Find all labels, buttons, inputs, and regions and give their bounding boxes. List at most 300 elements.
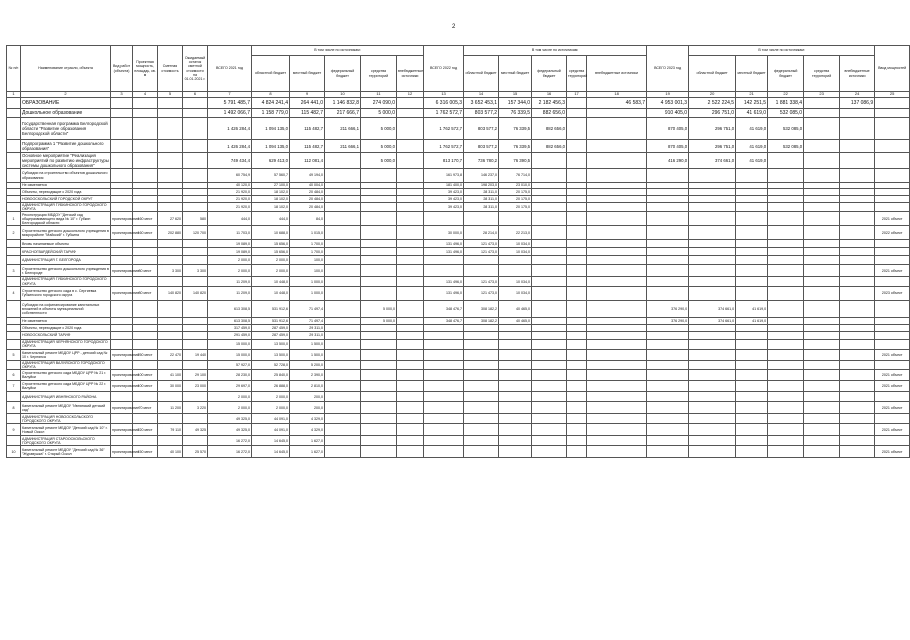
table-cell [361,277,397,286]
table-cell [647,286,689,300]
table-cell [133,256,158,265]
table-cell [768,339,804,349]
table-cell [499,414,532,424]
table-cell [804,370,840,381]
table-cell: 870 405,0 [647,118,689,140]
col-header-federal: федеральный бюджет [325,56,361,92]
table-cell [840,436,875,446]
table-cell: проектирование [111,381,133,392]
col-header-total-2022: ВСЕГО 2022 год [424,46,464,92]
table-cell [464,339,499,349]
table-cell [647,265,689,277]
table-cell [424,256,464,265]
table-cell [464,331,499,339]
row-number-cell [7,339,21,349]
table-cell [464,349,499,360]
row-name-cell: АДМИНИСТРАЦИЯ ВАЛУЙСКОГО ГОРОДСКОГО ОКРУГА [21,360,111,369]
table-cell [158,189,183,196]
table-cell [840,212,875,226]
table-cell: 296 751,0 [689,109,736,118]
table-cell [361,265,397,277]
table-cell: 1 146 832,8 [325,98,361,109]
table-cell: 348 476,7 [424,317,464,324]
table-cell: 2 000,0 [252,402,290,414]
table-cell [532,286,567,300]
table-row [7,414,910,424]
table-cell: 1 094 135,0 [252,140,290,153]
table-cell [183,360,208,369]
table-cell [736,169,768,183]
table-cell [499,370,532,381]
row-name-cell: Не изменяется [21,183,111,189]
col-header-extrabudget: внебюджетные источники [840,56,875,92]
row-name-cell: Строительство детского сада МБДОУ ЦРР № 21 г. Валуйки [21,370,111,381]
table-cell [587,118,647,140]
table-cell [736,240,768,248]
table-cell: 15 000,0 [208,349,252,360]
table-cell [587,248,647,256]
table-cell: 1 881 338,4 [768,98,804,109]
table-cell [768,256,804,265]
table-cell: 10 034,0 [499,277,532,286]
table-cell [736,392,768,402]
table-row [7,370,910,381]
table-cell [875,339,910,349]
table-cell: 52 728,0 [252,360,290,369]
table-cell [325,300,361,317]
row-number-cell [7,169,21,183]
table-cell: 76 339,5 [499,118,532,140]
table-cell [567,392,587,402]
row-number-cell [7,203,21,212]
table-cell [804,248,840,256]
table-cell: 10 034,0 [499,248,532,256]
table-cell [804,109,840,118]
table-cell [804,381,840,392]
table-cell: 1 500,0 [290,339,325,349]
table-cell: 76 339,5 [499,109,532,118]
table-cell [499,424,532,436]
table-cell: 296 751,0 [689,140,736,153]
table-cell [183,300,208,317]
table-cell [587,189,647,196]
table-cell [587,153,647,169]
table-cell: 2021 объект [875,402,910,414]
table-cell [424,392,464,402]
table-cell [361,414,397,424]
table-cell [532,256,567,265]
table-cell: 29 697,0 [208,381,252,392]
table-cell: 21 920,0 [208,189,252,196]
table-cell [133,436,158,446]
table-cell: 882 656,0 [532,140,567,153]
table-cell [111,98,133,109]
table-header [7,46,910,98]
row-name-cell: Капитальный ремонт МБДОУ ЦРР - детский сад № 10 г. Чернянка [21,349,111,360]
table-cell [736,414,768,424]
table-cell [647,256,689,265]
table-cell [464,265,499,277]
table-cell: 15 656,0 [252,240,290,248]
table-row [7,436,910,446]
table-cell [587,360,647,369]
table-cell [840,414,875,424]
table-row [7,226,910,240]
table-cell [768,300,804,317]
row-number-cell [7,153,21,169]
table-cell [397,360,424,369]
table-cell: 287 459,0 [252,331,290,339]
table-cell [183,339,208,349]
col-header-regional: областной бюджет [252,56,290,92]
table-cell [424,212,464,226]
table-cell [499,381,532,392]
table-row [7,109,910,118]
table-cell: 202 880 [158,226,183,240]
table-cell [768,226,804,240]
table-cell [567,240,587,248]
table-cell: 291 459,0 [208,331,252,339]
table-cell [567,203,587,212]
table-cell [567,424,587,436]
table-cell: 2 000,0 [252,256,290,265]
table-cell [875,317,910,324]
table-cell [464,414,499,424]
row-number-cell [7,140,21,153]
table-cell [736,324,768,331]
table-cell [183,140,208,153]
table-cell [499,212,532,226]
table-cell [804,212,840,226]
table-cell [133,240,158,248]
row-name-cell: Вновь начинаемые объекты [21,240,111,248]
col-header-regional: областной бюджет [689,56,736,92]
table-cell [567,189,587,196]
column-number-cell: 10 [325,92,361,98]
table-cell [325,189,361,196]
table-cell [397,436,424,446]
table-cell: 3 652 453,1 [464,98,499,109]
table-cell [567,300,587,317]
table-cell: 2021 объект [875,349,910,360]
table-cell: 20 175,0 [499,196,532,203]
table-cell [361,226,397,240]
table-cell: 16 272,0 [208,446,252,458]
table-cell: 376 290,0 [647,300,689,317]
table-cell [325,414,361,424]
row-name-cell: АДМИНИСТРАЦИЯ ЧЕРНЯНСКОГО ГОРОДСКОГО ОКРУГА [21,339,111,349]
table-cell: 39 423,0 [424,203,464,212]
table-cell [111,118,133,140]
table-cell [736,370,768,381]
column-number-cell: 19 [647,92,689,98]
table-cell: 274 090,0 [361,98,397,109]
table-cell [736,277,768,286]
table-cell [499,349,532,360]
table-cell [768,370,804,381]
table-cell [361,256,397,265]
table-cell [587,226,647,240]
table-cell [804,324,840,331]
table-cell [840,240,875,248]
table-cell [587,424,647,436]
table-cell [532,189,567,196]
table-cell [397,317,424,324]
table-cell [133,339,158,349]
row-name-cell: Государственная программа Белгородской области "Развитие образования Белгородской области" [21,118,111,140]
table-cell: 1 015,0 [290,226,325,240]
table-cell [532,436,567,446]
table-cell [736,265,768,277]
table-cell [532,331,567,339]
table-cell: 5 000,0 [361,109,397,118]
col-group-2022: В том числе по источникам: [464,46,647,56]
table-cell: 2 810,0 [290,381,325,392]
table-cell [397,339,424,349]
table-cell: 2 000,0 [208,392,252,402]
table-cell [361,331,397,339]
table-cell [567,436,587,446]
table-cell [397,414,424,424]
table-cell: 30 000 [158,381,183,392]
table-cell: 444,0 [252,212,290,226]
table-cell: 28 230,0 [208,370,252,381]
table-cell [840,392,875,402]
col-header-federal: федеральный бюджет [532,56,567,92]
table-cell: 803 577,2 [464,109,499,118]
table-cell: 71 497,4 [290,317,325,324]
table-cell: 5 000,0 [361,118,397,140]
table-cell [840,265,875,277]
table-cell [875,277,910,286]
table-cell [397,370,424,381]
table-cell: 19 089,0 [208,248,252,256]
table-cell: 131 496,0 [424,248,464,256]
table-cell [158,109,183,118]
table-cell: 2021 объект [875,212,910,226]
table-cell [325,265,361,277]
row-name-cell: Субсидии на софинансирование капитальных вложений в объекты муниципальной собственности [21,300,111,317]
table-cell [325,360,361,369]
row-number-cell [7,360,21,369]
table-cell [587,349,647,360]
table-cell [736,424,768,436]
table-row [7,140,910,153]
table-cell [804,317,840,324]
table-cell: 813 170,7 [424,153,464,169]
table-cell: 100,0 [290,256,325,265]
table-cell [183,414,208,424]
row-number-cell [7,256,21,265]
table-cell [532,203,567,212]
table-cell: 76 390,5 [499,153,532,169]
column-number-cell: 12 [397,92,424,98]
table-cell [804,153,840,169]
table-cell [158,98,183,109]
table-cell [875,248,910,256]
table-cell: 140 820 [158,286,183,300]
column-number-cell: 9 [290,92,325,98]
table-cell: 157 344,0 [499,98,532,109]
table-cell [133,189,158,196]
table-cell [361,324,397,331]
table-cell [532,317,567,324]
table-cell [840,360,875,369]
table-cell: 613 308,5 [208,300,252,317]
table-row [7,349,910,360]
row-number-cell: 1 [7,212,21,226]
page-number: 2 [452,24,456,30]
row-name-cell: Подпрограмма 1 "Развитие дошкольного образования" [21,140,111,153]
table-cell [158,118,183,140]
col-header-number: № п/п [7,46,21,92]
table-cell [397,277,424,286]
table-row [7,277,910,286]
table-cell [397,169,424,183]
row-name-cell: ОБРАЗОВАНИЕ [21,98,111,109]
table-cell [804,392,840,402]
table-cell [325,317,361,324]
table-cell [689,402,736,414]
table-cell [647,277,689,286]
table-cell [689,226,736,240]
table-cell [840,446,875,458]
table-cell [183,189,208,196]
table-cell: 22 470 [158,349,183,360]
col-header-federal: федеральный бюджет [768,56,804,92]
table-cell [804,169,840,183]
table-row [7,153,910,169]
table-cell [804,446,840,458]
table-cell [840,424,875,436]
table-cell [532,414,567,424]
row-name-cell: Строительство детского сада в с. Сергиевка Губкинского городского округа [21,286,111,300]
table-cell [183,169,208,183]
row-number-cell [7,248,21,256]
table-cell [768,424,804,436]
col-header-total-2021: ВСЕГО 2021 год [208,46,252,92]
table-cell [183,153,208,169]
table-cell [325,286,361,300]
table-cell: 131 496,0 [424,240,464,248]
table-cell [647,349,689,360]
table-cell: 1 426 284,4 [208,118,252,140]
table-cell [587,286,647,300]
column-number-cell: 11 [361,92,397,98]
table-cell: 444,0 [208,212,252,226]
table-cell: 910 405,0 [647,109,689,118]
table-cell: 27 100,0 [252,183,290,189]
table-cell: 112 081,4 [290,153,325,169]
table-cell [804,140,840,153]
table-cell [647,392,689,402]
table-cell [158,331,183,339]
table-cell [689,339,736,349]
table-row [7,98,910,109]
row-number-cell [7,196,21,203]
table-cell: 27 620 [158,212,183,226]
table-cell: 44 091,0 [252,414,290,424]
table-cell [325,256,361,265]
table-cell [361,381,397,392]
table-row [7,446,910,458]
table-cell [424,349,464,360]
row-name-cell: Строительство детского дошкольного учреждения в микрорайоне "Майский" г. Губкина [21,226,111,240]
table-cell [111,360,133,369]
table-cell: 2021 объект [875,424,910,436]
table-cell [158,392,183,402]
table-cell [133,277,158,286]
table-cell: 21 920,0 [208,203,252,212]
row-number-cell [7,392,21,402]
table-cell [647,169,689,183]
table-cell [840,109,875,118]
table-cell: 296 751,0 [689,118,736,140]
table-cell: 2 000,0 [252,392,290,402]
table-cell [532,392,567,402]
column-number-cell: 5 [158,92,183,98]
table-cell: 44 091,0 [252,424,290,436]
table-cell: 41 619,0 [736,317,768,324]
table-cell [736,446,768,458]
column-number-cell: 2 [21,92,111,98]
table-cell [325,446,361,458]
table-cell [647,331,689,339]
table-cell [111,153,133,169]
table-cell [111,277,133,286]
row-number-cell [7,414,21,424]
col-group-2023: В том числе по источникам: [689,46,875,56]
table-cell [804,331,840,339]
table-cell [768,286,804,300]
table-cell [804,402,840,414]
table-cell [133,140,158,153]
table-cell [532,265,567,277]
table-cell [183,240,208,248]
table-cell: 531 912,6 [252,300,290,317]
table-cell [840,140,875,153]
row-number-cell [7,240,21,248]
table-cell: проектирование [111,349,133,360]
table-cell [689,446,736,458]
table-cell: 20 484,0 [290,189,325,196]
table-cell [587,256,647,265]
table-cell [768,196,804,203]
table-cell: 1 500,0 [290,349,325,360]
table-cell [464,370,499,381]
table-cell: 3 300 [183,265,208,277]
table-cell [499,360,532,369]
table-cell [689,189,736,196]
column-number-cell: 6 [183,92,208,98]
table-cell [464,446,499,458]
table-cell: 30 000,0 [424,226,464,240]
table-cell: 5 791 485,7 [208,98,252,109]
table-cell: 3 300 [158,265,183,277]
row-number-cell [7,317,21,324]
table-cell [736,256,768,265]
table-cell [587,339,647,349]
table-cell: 57 560,7 [252,169,290,183]
table-cell [111,248,133,256]
table-cell: 5 000,0 [361,317,397,324]
table-cell [133,331,158,339]
table-cell [424,424,464,436]
table-cell [397,402,424,414]
table-cell [361,248,397,256]
table-cell [875,109,910,118]
table-cell [532,153,567,169]
